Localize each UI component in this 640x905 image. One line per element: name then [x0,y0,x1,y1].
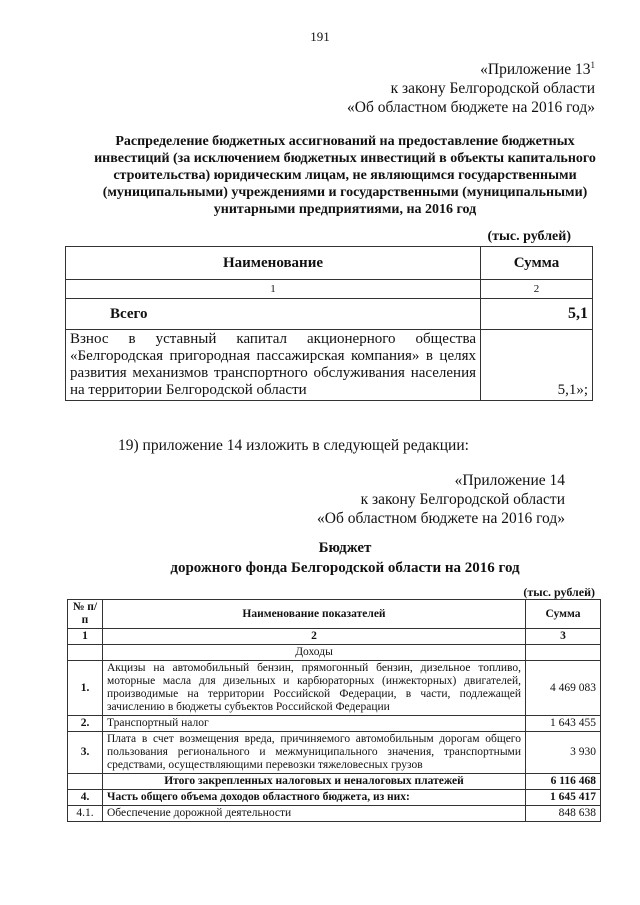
section1-units: (тыс. рублей) [487,229,571,244]
row-number: 1. [68,661,103,716]
total-row [66,299,593,330]
col-num-header: № п/п [68,600,103,629]
table-row [68,661,601,716]
row-sum: 3 930 [526,732,601,774]
column-number-row [68,629,601,645]
empty-cell [68,645,103,661]
col-number-2: 2 [103,629,526,645]
amendment-instruction: 19) приложение 14 изложить в следующей редакции: [118,437,469,454]
total-value: 5,1 [481,299,593,330]
col-number-2: 2 [481,280,593,299]
col-sum-header: Сумма [481,247,593,280]
table-row [68,716,601,732]
row-number: 4. [68,790,103,806]
row-number: 2. [68,716,103,732]
appendix-13-heading [347,60,595,117]
col-number-1: 1 [66,280,481,299]
row-name: Акцизы на автомобильный бензин, прямогонный бензин, дизельное топливо, моторные масла для дизельных и карбюраторных (инжекторных) двигателей, производимые на территории Российской Федерации, в части, подлежащей зачислению в бюджеты субъектов Российской Федерации [103,661,526,716]
row-description: Взнос в уставный капитал акционерного общества «Белгородская пригородная пассажирская компания» в целях развития механизмов транспортного обслуживания населения на территории Белгородской области [66,330,481,401]
row-name: Транспортный налог [103,716,526,732]
col-number-1: 1 [68,629,103,645]
row-number: 3. [68,732,103,774]
subtotal-row [68,774,601,790]
income-section-label: Доходы [103,645,526,661]
appendix-13-line1: «Приложение $13^1$ [480,59,595,78]
road-fund-table [67,599,601,822]
section2-title-line2: дорожного фонда Белгородской области на 2016 год [170,560,520,576]
appendix-14-heading [317,471,565,528]
income-section-row [68,645,601,661]
appendix-14-line3: «Об областном бюджете на 2016 год» [317,510,565,527]
table-row [68,806,601,822]
col-number-3: 3 [526,629,601,645]
subtotal-sum: 6 116 468 [526,774,601,790]
section1-title: Распределение бюджетных ассигнований на предоставление бюджетных инвестиций (за исключением бюджетных инвестиций в объекты капитального строительства) юридическим лицам, не являющимся государственными (муниципальными) учреждениями и государственными (муниципальными) унитарными предприятиями, на 2016 год [94,134,596,217]
section2-title [110,538,580,578]
table-row [68,732,601,774]
row-name: Плата в счет возмещения вреда, причиняемого автомобильным дорогам общего пользования регионального и межмуниципального значения, транспортными средствами, осуществляющими перевозки тяжеловесных грузов [103,732,526,774]
investments-table [65,246,593,401]
section2-title-line1: Бюджет [318,540,372,556]
row-value: 5,1»; [481,330,593,401]
appendix-13-superscript: 1 [590,59,595,70]
row-number: 4.1. [68,806,103,822]
row-name: Обеспечение дорожной деятельности [103,806,526,822]
empty-cell [526,645,601,661]
row-name: Часть общего объема доходов областного бюджета, из них: [103,790,526,806]
appendix-13-line2: к закону Белгородской области [390,80,595,97]
table-row [68,790,601,806]
row-sum: 1 645 417 [526,790,601,806]
col-name-header: Наименование [66,247,481,280]
table-header-row [66,247,593,280]
row-sum: 848 638 [526,806,601,822]
col-name-header: Наименование показателей [103,600,526,629]
col-sum-header: Сумма [526,600,601,629]
table-row [66,330,593,401]
appendix-14-line2: к закону Белгородской области [360,491,565,508]
total-label: Всего [66,299,481,330]
empty-cell [68,774,103,790]
row-sum: 4 469 083 [526,661,601,716]
column-number-row [66,280,593,299]
page-number: 191 [310,29,330,44]
subtotal-label: Итого закрепленных налоговых и неналоговых платежей [103,774,526,790]
section2-units: (тыс. рублей) [523,585,595,599]
row-sum: 1 643 455 [526,716,601,732]
appendix-14-line1: «Приложение 14 [454,472,565,489]
table-header-row [68,600,601,629]
appendix-13-line3: «Об областном бюджете на 2016 год» [347,99,595,116]
